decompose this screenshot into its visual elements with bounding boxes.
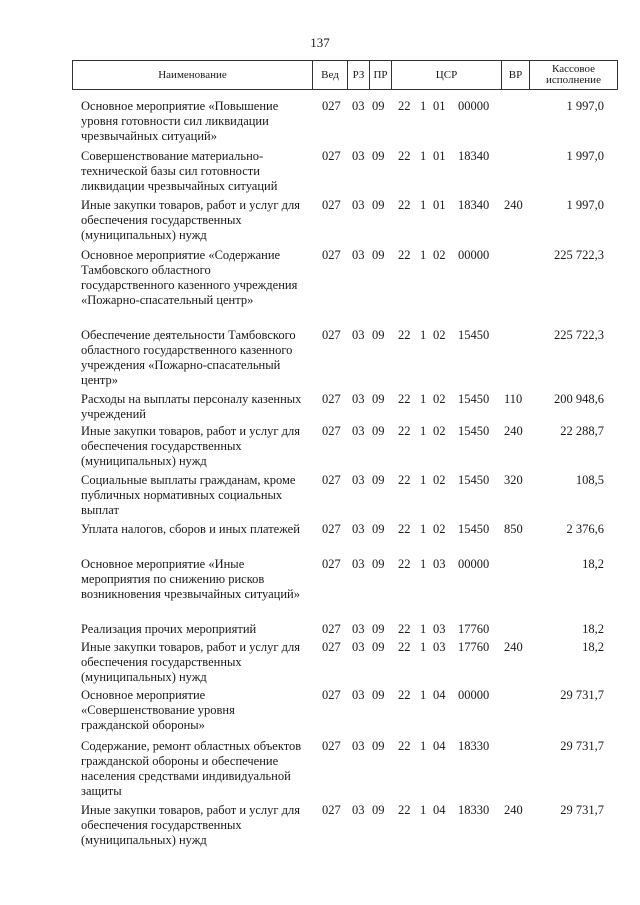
row-csr1: 22 [398, 557, 411, 571]
row-rz: 03 [352, 99, 365, 113]
row-vr: 240 [504, 640, 523, 654]
row-rz: 03 [352, 739, 365, 753]
row-pr: 09 [372, 739, 385, 753]
row-csr3: 02 [433, 473, 446, 487]
row-csr1: 22 [398, 688, 411, 702]
row-vr: 240 [504, 803, 523, 817]
row-ved: 027 [322, 473, 341, 487]
row-pr: 09 [372, 688, 385, 702]
table-header [72, 60, 618, 90]
row-ved: 027 [322, 739, 341, 753]
row-ved: 027 [322, 328, 341, 342]
row-csr4: 17760 [458, 622, 490, 636]
row-csr2: 1 [420, 688, 427, 702]
row-pr: 09 [372, 622, 385, 636]
row-csr4: 17760 [458, 640, 490, 654]
row-amount: 1 997,0 [566, 149, 604, 163]
row-amount: 18,2 [582, 622, 604, 636]
row-csr3: 02 [433, 328, 446, 342]
row-vr: 850 [504, 522, 523, 536]
row-csr1: 22 [398, 99, 411, 113]
row-amount: 1 997,0 [566, 198, 604, 212]
row-csr2: 1 [420, 392, 427, 406]
row-pr: 09 [372, 803, 385, 817]
row-ved: 027 [322, 522, 341, 536]
row-amount: 1 997,0 [566, 99, 604, 113]
row-csr1: 22 [398, 424, 411, 438]
row-name: Реализация прочих мероприятий [81, 622, 257, 636]
row-csr2: 1 [420, 248, 427, 262]
row-csr4: 18340 [458, 149, 490, 163]
row-csr2: 1 [420, 149, 427, 163]
row-rz: 03 [352, 248, 365, 262]
row-csr3: 04 [433, 803, 446, 817]
row-name: Социальные выплаты гражданам, кроме публичных нормативных социальных выплат [81, 473, 296, 517]
row-ved: 027 [322, 392, 341, 406]
row-name: Основное мероприятие «Повышение уровня готовности сил ликвидации чрезвычайных ситуаций» [81, 99, 279, 143]
row-csr1: 22 [398, 248, 411, 262]
row-name: Расходы на выплаты персоналу казенных учреждений [81, 392, 302, 421]
row-csr4: 00000 [458, 688, 490, 702]
row-ved: 027 [322, 424, 341, 438]
row-ved: 027 [322, 248, 341, 262]
row-csr3: 04 [433, 739, 446, 753]
row-amount: 200 948,6 [554, 392, 604, 406]
row-csr2: 1 [420, 424, 427, 438]
row-pr: 09 [372, 99, 385, 113]
row-pr: 09 [372, 149, 385, 163]
row-csr4: 15450 [458, 392, 490, 406]
row-csr2: 1 [420, 640, 427, 654]
row-rz: 03 [352, 688, 365, 702]
row-amount: 29 731,7 [560, 688, 604, 702]
row-csr3: 03 [433, 557, 446, 571]
row-csr1: 22 [398, 473, 411, 487]
row-rz: 03 [352, 622, 365, 636]
row-vr: 240 [504, 424, 523, 438]
row-amount: 2 376,6 [566, 522, 604, 536]
row-csr2: 1 [420, 522, 427, 536]
row-csr1: 22 [398, 640, 411, 654]
row-csr3: 02 [433, 392, 446, 406]
row-pr: 09 [372, 473, 385, 487]
row-rz: 03 [352, 473, 365, 487]
row-csr4: 00000 [458, 99, 490, 113]
row-pr: 09 [372, 248, 385, 262]
row-ved: 027 [322, 149, 341, 163]
row-csr4: 18340 [458, 198, 490, 212]
row-csr3: 03 [433, 622, 446, 636]
row-pr: 09 [372, 522, 385, 536]
row-csr4: 15450 [458, 328, 490, 342]
row-csr4: 18330 [458, 739, 490, 753]
header-name: Наименование [73, 61, 313, 89]
row-csr1: 22 [398, 622, 411, 636]
row-csr2: 1 [420, 803, 427, 817]
row-pr: 09 [372, 328, 385, 342]
row-vr: 320 [504, 473, 523, 487]
header-rz: РЗ [348, 61, 370, 89]
row-ved: 027 [322, 640, 341, 654]
row-csr1: 22 [398, 328, 411, 342]
row-csr4: 00000 [458, 248, 490, 262]
row-csr4: 15450 [458, 522, 490, 536]
row-csr1: 22 [398, 198, 411, 212]
row-csr2: 1 [420, 739, 427, 753]
header-csr: ЦСР [392, 61, 502, 89]
row-amount: 29 731,7 [560, 803, 604, 817]
page-number: 137 [310, 35, 330, 50]
row-rz: 03 [352, 803, 365, 817]
row-csr4: 15450 [458, 473, 490, 487]
row-csr2: 1 [420, 198, 427, 212]
row-name: Иные закупки товаров, работ и услуг для обеспечения государственных (муниципальных) нужд [81, 198, 301, 242]
row-name: Основное мероприятие «Иные мероприятия по снижению рисков возникновения чрезвычайных ситуаций» [81, 557, 300, 601]
row-ved: 027 [322, 198, 341, 212]
row-ved: 027 [322, 99, 341, 113]
row-amount: 108,5 [575, 473, 604, 487]
row-csr1: 22 [398, 522, 411, 536]
row-amount: 18,2 [582, 640, 604, 654]
row-csr4: 18330 [458, 803, 490, 817]
row-name: Содержание, ремонт областных объектов гражданской обороны и обеспечение населения средствами индивидуальной защиты [81, 739, 302, 798]
row-rz: 03 [352, 198, 365, 212]
row-csr1: 22 [398, 392, 411, 406]
row-pr: 09 [372, 424, 385, 438]
row-name: Иные закупки товаров, работ и услуг для обеспечения государственных (муниципальных) нужд [81, 640, 301, 684]
row-csr2: 1 [420, 557, 427, 571]
row-pr: 09 [372, 640, 385, 654]
row-csr3: 01 [433, 99, 446, 113]
row-name: Основное мероприятие «Содержание Тамбовского областного государственного казенного учреждения «Пожарно-спасательный центр» [81, 248, 298, 307]
row-name: Основное мероприятие «Совершенствование уровня гражданской обороны» [81, 688, 235, 732]
row-ved: 027 [322, 557, 341, 571]
row-csr3: 01 [433, 149, 446, 163]
row-amount: 18,2 [582, 557, 604, 571]
header-amount: Кассовое исполнение [546, 63, 601, 86]
row-csr4: 00000 [458, 557, 490, 571]
row-vr: 110 [504, 392, 523, 406]
header-vr: ВР [502, 61, 530, 89]
row-amount: 29 731,7 [560, 739, 604, 753]
row-rz: 03 [352, 328, 365, 342]
row-vr: 240 [504, 198, 523, 212]
row-amount: 22 288,7 [560, 424, 604, 438]
row-pr: 09 [372, 557, 385, 571]
row-csr1: 22 [398, 739, 411, 753]
row-csr3: 02 [433, 424, 446, 438]
row-csr2: 1 [420, 328, 427, 342]
row-amount: 225 722,3 [554, 248, 604, 262]
row-name: Иные закупки товаров, работ и услуг для обеспечения государственных (муниципальных) нужд [81, 424, 301, 468]
row-csr1: 22 [398, 803, 411, 817]
row-csr3: 04 [433, 688, 446, 702]
row-ved: 027 [322, 803, 341, 817]
row-csr3: 02 [433, 522, 446, 536]
row-pr: 09 [372, 198, 385, 212]
row-rz: 03 [352, 640, 365, 654]
header-pr: ПР [370, 61, 392, 89]
row-csr4: 15450 [458, 424, 490, 438]
row-name: Иные закупки товаров, работ и услуг для обеспечения государственных (муниципальных) нужд [81, 803, 301, 847]
row-rz: 03 [352, 392, 365, 406]
row-csr3: 02 [433, 248, 446, 262]
row-csr1: 22 [398, 149, 411, 163]
row-csr3: 03 [433, 640, 446, 654]
row-rz: 03 [352, 149, 365, 163]
row-rz: 03 [352, 557, 365, 571]
row-rz: 03 [352, 522, 365, 536]
row-pr: 09 [372, 392, 385, 406]
row-amount: 225 722,3 [554, 328, 604, 342]
row-name: Уплата налогов, сборов и иных платежей [81, 522, 300, 536]
header-ved: Вед [313, 61, 348, 89]
row-ved: 027 [322, 622, 341, 636]
row-ved: 027 [322, 688, 341, 702]
row-csr3: 01 [433, 198, 446, 212]
row-csr2: 1 [420, 473, 427, 487]
row-rz: 03 [352, 424, 365, 438]
row-csr2: 1 [420, 99, 427, 113]
row-name: Совершенствование материально-технической базы сил готовности ликвидации чрезвычайных ситуаций [81, 149, 278, 193]
row-csr2: 1 [420, 622, 427, 636]
row-name: Обеспечение деятельности Тамбовского областного государственного казенного учреждения «Пожарно-спасательный центр» [81, 328, 296, 387]
